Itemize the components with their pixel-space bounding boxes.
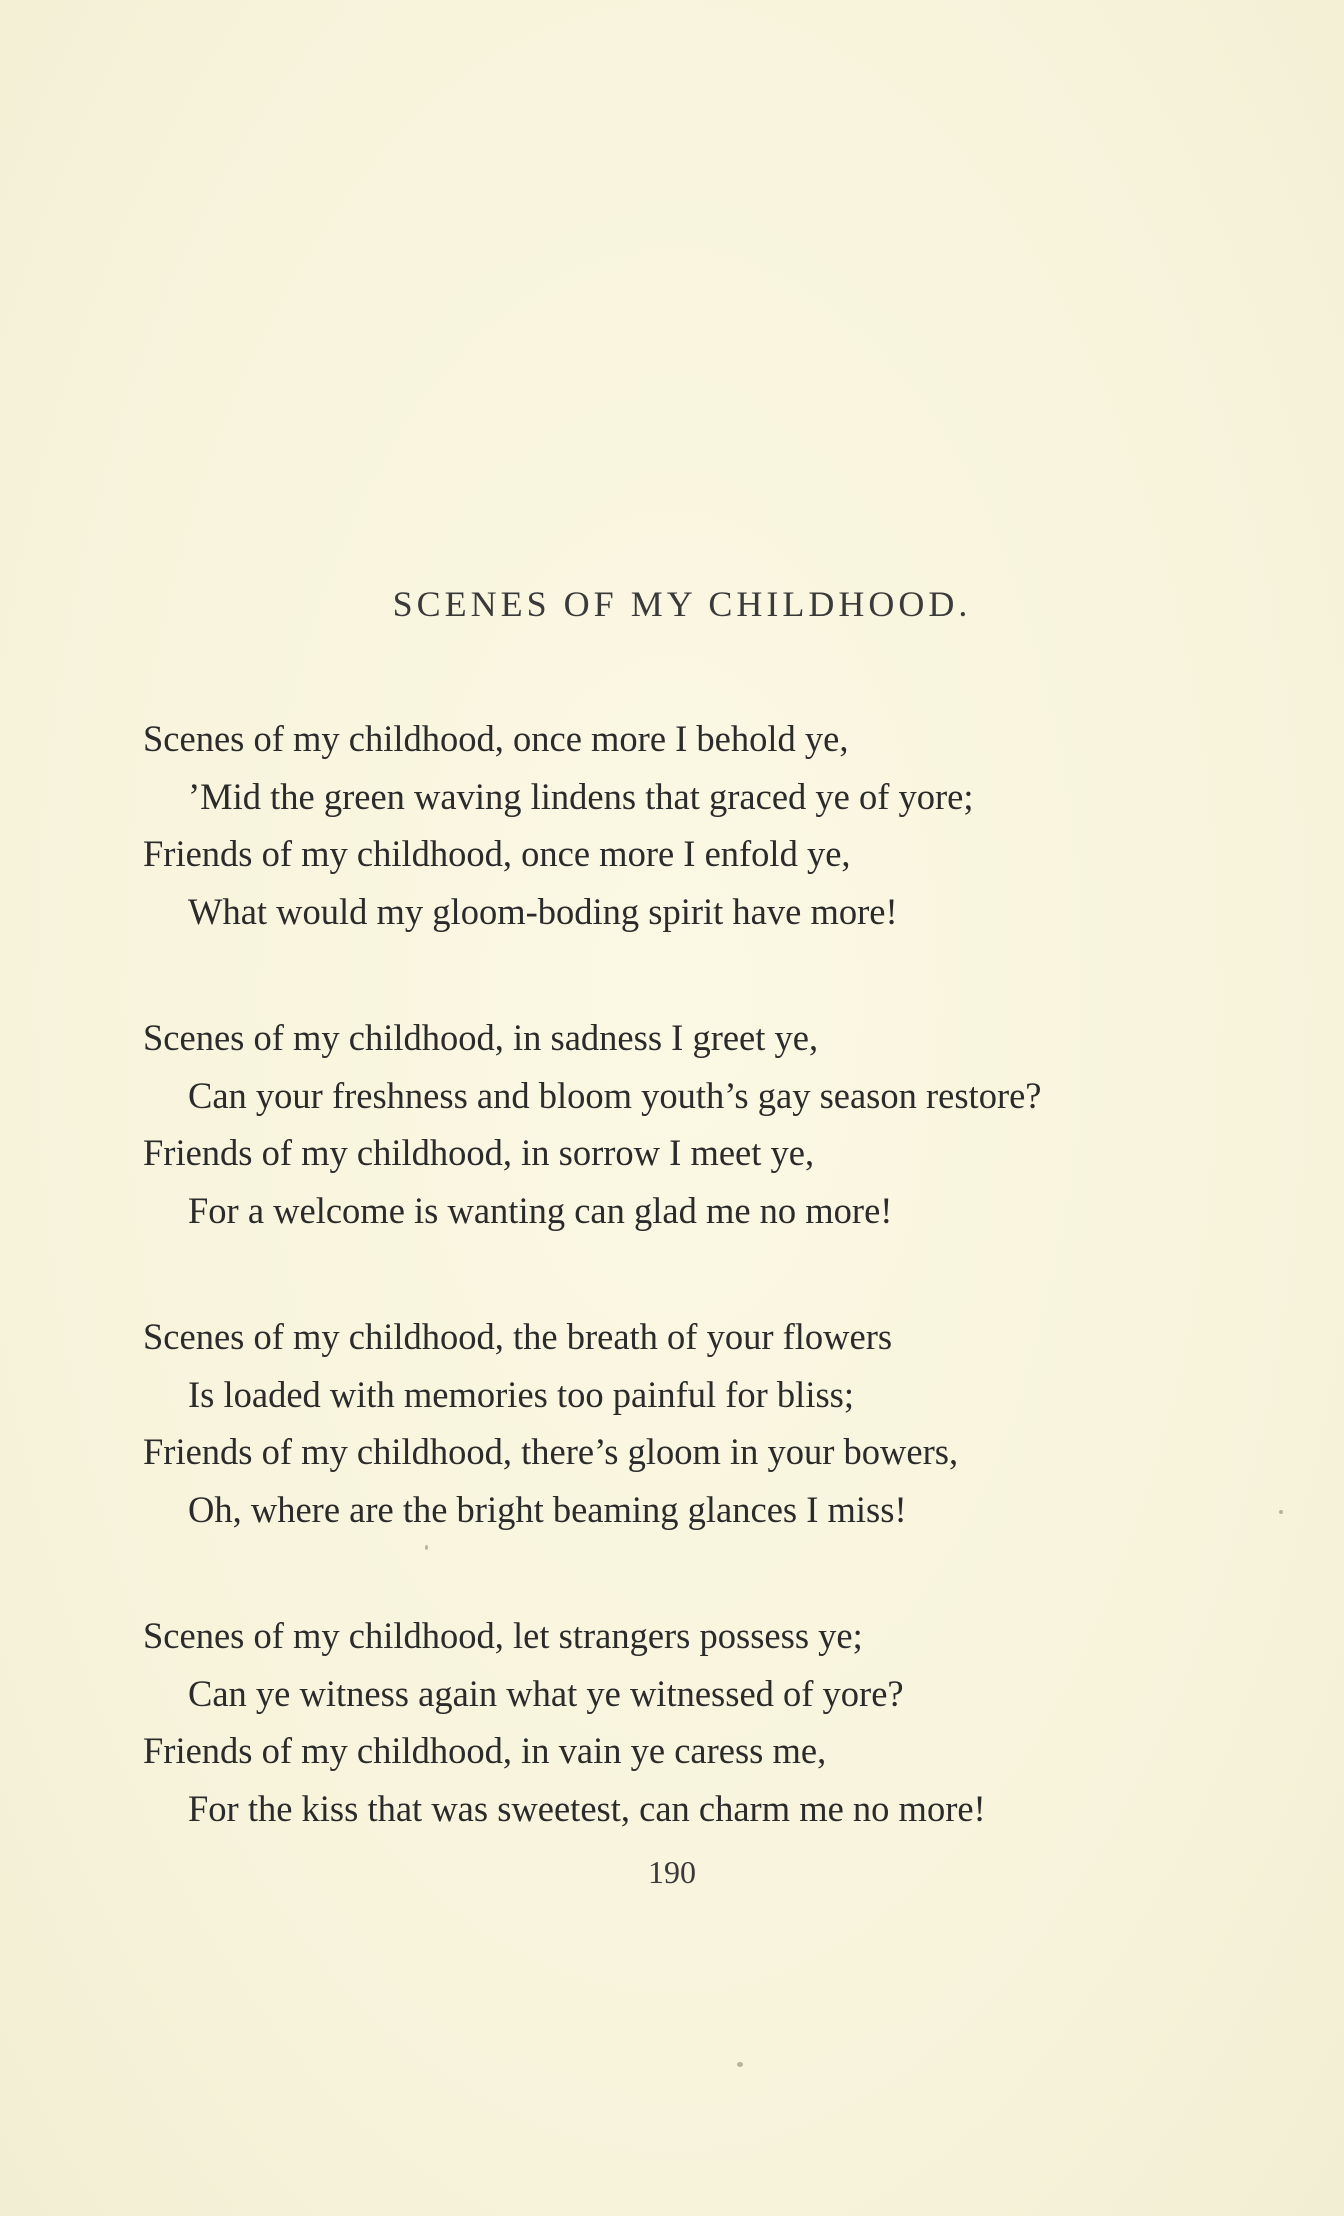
paper-speck: [425, 1545, 428, 1550]
stanza-4: [143, 1607, 1283, 1837]
verse-line: For a welcome is wanting can glad me no more!: [188, 1189, 893, 1231]
verse-line: Friends of my childhood, once more I enfold ye,: [143, 833, 851, 874]
paper-speck: [737, 2062, 743, 2067]
verse-line: For the kiss that was sweetest, can charm me no more!: [188, 1787, 986, 1829]
verse-line: Can your freshness and bloom youth’s gay season restore?: [188, 1074, 1042, 1116]
verse-line: Scenes of my childhood, once more I behold ye,: [143, 718, 849, 759]
stanza-3: [143, 1308, 1283, 1538]
verse-line: What would my gloom-boding spirit have more!: [188, 890, 898, 932]
paper-speck: [1279, 1510, 1283, 1514]
verse-line: Friends of my childhood, in vain ye caress me,: [143, 1730, 827, 1771]
verse-line: Oh, where are the bright beaming glances I miss!: [188, 1488, 907, 1530]
verse-line: Is loaded with memories too painful for bliss;: [188, 1373, 855, 1415]
verse-line: Scenes of my childhood, the breath of your flowers: [143, 1316, 893, 1357]
verse-line: Scenes of my childhood, in sadness I greet ye,: [143, 1017, 819, 1058]
poem-title: SCENES OF MY CHILDHOOD.: [392, 584, 972, 624]
poem-body: [143, 710, 1283, 1906]
page-number: 190: [648, 1854, 696, 1890]
verse-line: Friends of my childhood, there’s gloom in your bowers,: [143, 1431, 959, 1472]
verse-line: Can ye witness again what ye witnessed of yore?: [188, 1672, 904, 1714]
verse-line: ’Mid the green waving lindens that graced ye of yore;: [188, 775, 974, 817]
stanza-2: [143, 1009, 1283, 1239]
verse-line: Friends of my childhood, in sorrow I meet ye,: [143, 1132, 815, 1173]
stanza-1: [143, 710, 1283, 940]
verse-line: Scenes of my childhood, let strangers possess ye;: [143, 1615, 863, 1656]
